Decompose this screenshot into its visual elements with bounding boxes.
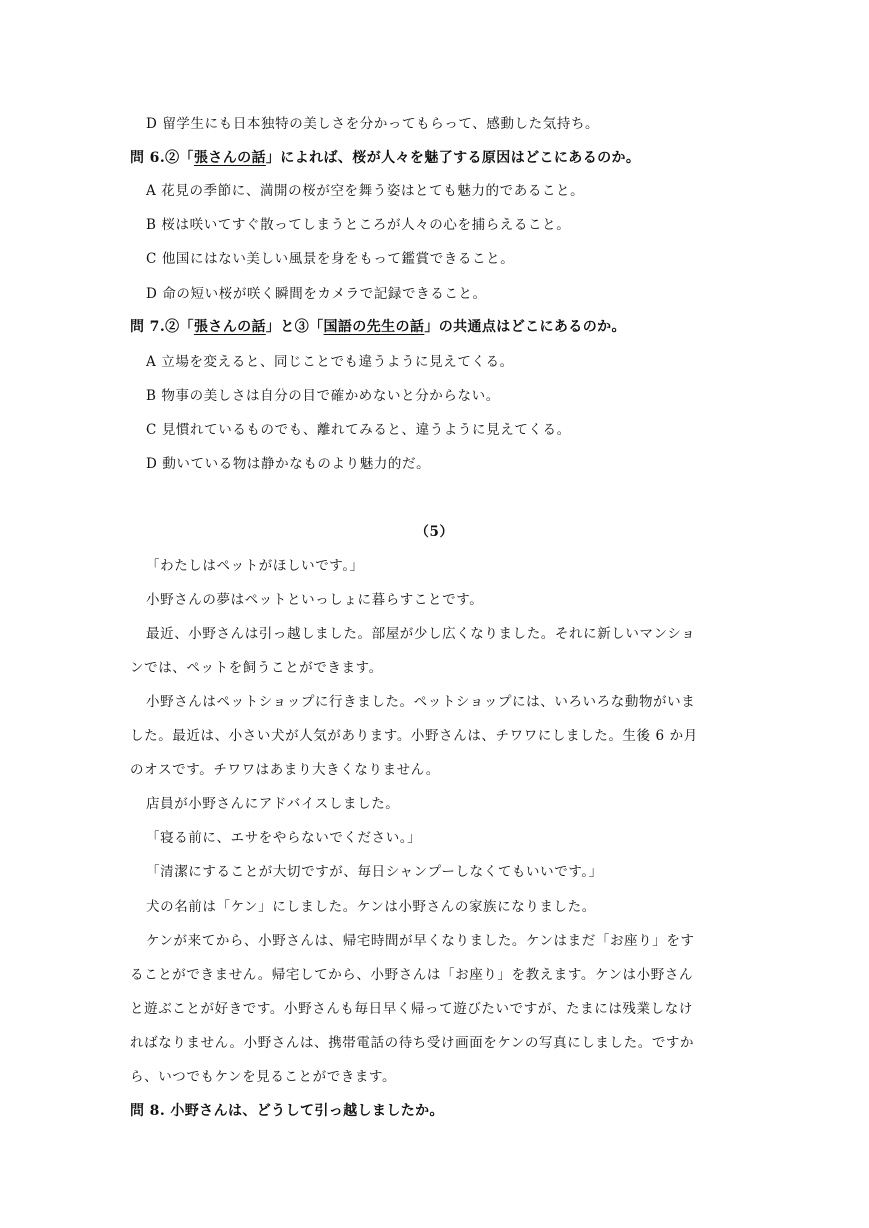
q6-question [130, 149, 640, 167]
passage-line: ケンが来てから、小野さんは、帰宅時間が早くなりました。ケンはまだ「お座り」をす [146, 933, 695, 949]
q7-middle: 」と③「 [265, 319, 324, 335]
passage-line: 「わたしはペットがほしいです。」 [146, 558, 364, 574]
passage-line: ら、いつでもケンを見ることができます。 [130, 1069, 397, 1085]
q8-question: 問 8. 小野さんは、どうして引っ越しましたか。 [130, 1103, 444, 1119]
passage-line: 「清潔にすることが大切ですが、毎日シャンプーしなくてもいいです。」 [146, 864, 603, 880]
section-heading: （5） [415, 524, 454, 540]
passage-line: 最近、小野さんは引っ越しました。部屋が少し広くなりました。それに新しいマンショ [146, 626, 696, 642]
q7-prefix: 問 7.②「 [130, 319, 194, 335]
q7-question [130, 318, 626, 336]
q7-option-b: B 物事の美しさは自分の目で確かめないと分からない。 [146, 388, 500, 404]
q7-reference-2: 国語の先生の話 [323, 319, 425, 335]
q6-option-a: A 花見の季節に、満開の桜が空を舞う姿はとても魅力的であること。 [146, 183, 585, 199]
passage-line: と遊ぶことが好きです。小野さんも毎日早く帰って遊びたいですが、たまには残業しなけ [130, 1001, 693, 1017]
q7-suffix: 」の共通点はどこにあるのか。 [424, 319, 626, 335]
passage-line: 「寝る前に、エサをやらないでください。」 [146, 830, 422, 846]
passage-line: のオスです。チワワはあまり大きくなりません。 [130, 762, 440, 778]
passage-line: 犬の名前は「ケン」にしました。ケンは小野さんの家族になりました。 [146, 899, 596, 915]
q7-reference-1: 張さんの話 [193, 319, 266, 335]
passage-line: 小野さんの夢はペットといっしょに暮らすことです。 [146, 592, 484, 608]
q7-option-d: D 動いている物は静かなものより魅力的だ。 [146, 456, 431, 472]
q6-prefix: 問 6.②「 [130, 150, 194, 166]
passage-line: ンでは、ペットを飼うことができます。 [130, 660, 383, 676]
q6-suffix: 」によれば、桜が人々を魅了する原因はどこにあるのか。 [265, 150, 641, 166]
q6-reference: 張さんの話 [193, 150, 266, 166]
passage-line: ればなりません。小野さんは、携帯電話の待ち受け画面をケンの写真にしました。ですか [130, 1035, 695, 1051]
q6-option-b: B 桜は咲いてすぐ散ってしまうところが人々の心を捕らえること。 [146, 217, 571, 233]
q7-option-a: A 立場を変えると、同じことでも違うように見えてくる。 [146, 354, 514, 370]
q5-option-d: D 留学生にも日本独特の美しさを分かってもらって、感動した気持ち。 [146, 116, 600, 132]
passage-line: 店員が小野さんにアドバイスしました。 [146, 796, 400, 812]
passage-line: した。最近は、小さい犬が人気があります。小野さんは、チワワにしました。生後 6 か月 [130, 728, 698, 744]
q6-option-d: D 命の短い桜が咲く瞬間をカメラで記録できること。 [146, 286, 487, 302]
passage-line: 小野さんはペットショップに行きました。ペットショップには、いろいろな動物がいま [146, 694, 696, 710]
q6-option-c: C 他国にはない美しい風景を身をもって鑑賞できること。 [146, 251, 515, 267]
passage-line: ることができません。帰宅してから、小野さんは「お座り」を教えます。ケンは小野さん [130, 967, 694, 983]
q7-option-c: C 見慣れているものでも、離れてみると、違うように見えてくる。 [146, 422, 571, 438]
